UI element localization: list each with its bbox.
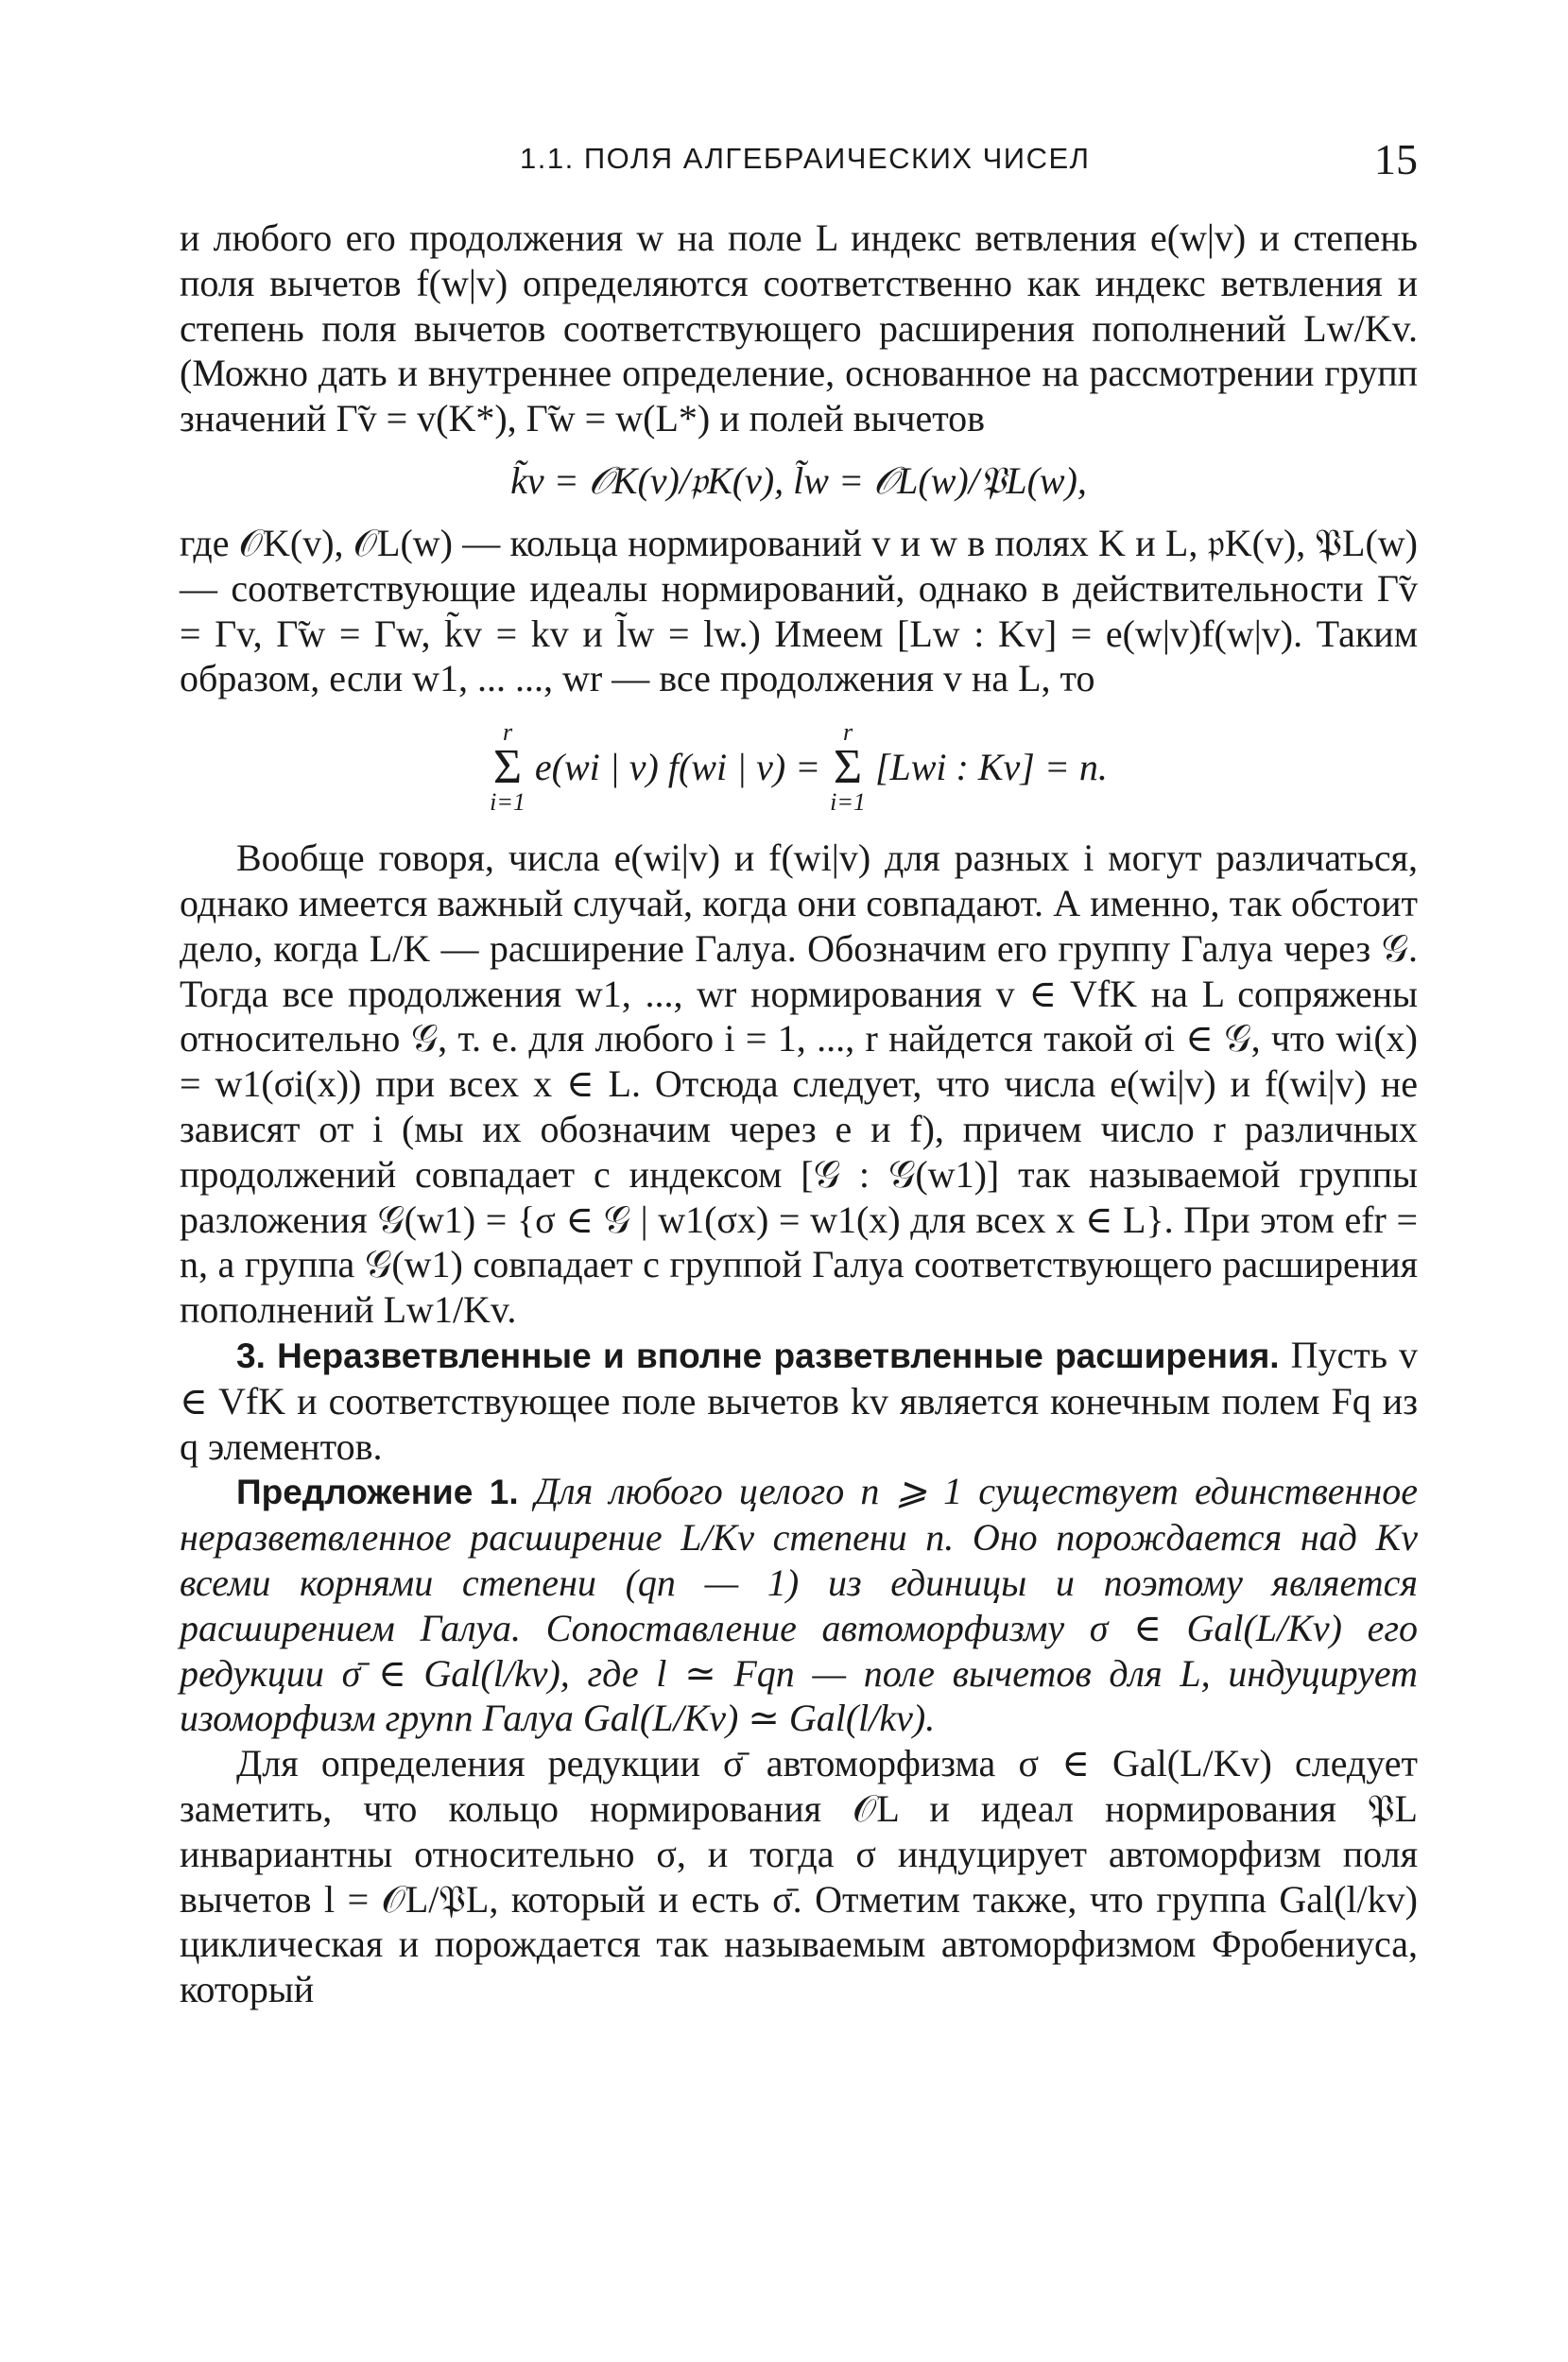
sum-row: [180, 720, 1418, 815]
paragraph-ramification: и любого его продолжения w на поле L индекс ветвления e(w|v) и степень поля вычетов f(w|v) определяются соответственно как индекс ветвления и степень поля вычетов соответствующего расширения пополнений Lw/Kv. (Можно дать и внутреннее определение, основанное на рассмотрении групп значений Γ̃v = v(K*), Γ̃w = w(L*) и полей вычетов: [180, 216, 1418, 440]
proposition-label: Предложение 1.: [236, 1473, 519, 1512]
sum-right-term: [Lwi : Kv] = n.: [874, 746, 1108, 789]
sum-left-term: e(wi | v) f(wi | v) =: [534, 746, 821, 789]
sigma-glyph: Σ: [492, 740, 523, 795]
sum-lower-limit: i=1: [830, 788, 866, 817]
proposition-1: [180, 1469, 1418, 1741]
formula-degree-sum: [180, 720, 1418, 815]
paragraph-valuation-rings: где 𝒪K(v), 𝒪L(w) — кольца нормирований v и w в полях K и L, 𝔭K(v), 𝔓L(w) — соответствующие идеалы нормирований, однако в действительности Γ̃v = Γv, Γ̃w = Γw, k̃v = kv и l̃w = lw.) Имеем [Lw : Kv] = e(w|v)f(w|v). Таким образом, если w1, ... ..., wr — все продолжения v на L, то: [180, 521, 1418, 700]
paragraph-reduction: Для определения редукции σ̄ автоморфизма σ ∈ Gal(L/Kv) следует заметить, что кольцо нормирования 𝒪L и идеал нормирования 𝔓L инвариантны относительно σ, и тогда σ индуцирует автоморфизм поля вычетов l = 𝒪L/𝔓L, который и есть σ̄. Отметим также, что группа Gal(l/kv) циклическая и порождается так называемым автоморфизмом Фробениуса, который: [180, 1742, 1418, 2011]
sum-symbol-left: [490, 720, 526, 815]
sigma-glyph: Σ: [833, 740, 863, 795]
formula-residue-fields: k̃v = 𝒪K(v)/𝔭K(v), l̃w = 𝒪L(w)/𝔓L(w),: [510, 458, 1087, 502]
section-3: [180, 1333, 1418, 1469]
proposition-text: Для любого целого n ⩾ 1 существует единственное неразветвленное расширение L/Kv степени n. Оно порождается над Kv всеми корнями степени (qn — 1) из единицы и поэтому является расширением Галуа. Сопоставление автоморфизму σ ∈ Gal(L/Kv) его редукции σ̄ ∈ Gal(l/kv), где l ≃ Fqn — поле вычетов для L, индуцирует изоморфизм групп Галуа Gal(L/Kv) ≃ Gal(l/kv).: [180, 1470, 1418, 1740]
section-text: Пусть v ∈ VfK и соответствующее поле вычетов kv является конечным полем Fq из q элементов.: [180, 1333, 1418, 1468]
sum-symbol-right: [830, 720, 866, 815]
running-title: 1.1. ПОЛЯ АЛГЕБРАИЧЕСКИХ ЧИСЕЛ: [520, 142, 1091, 175]
page-body: [180, 216, 1418, 2012]
section-heading: 3. Неразветвленные и вполне разветвленные расширения.: [236, 1336, 1280, 1375]
page-number: 15: [1374, 135, 1418, 183]
sum-upper-limit: r: [502, 718, 513, 747]
sum-lower-limit: i=1: [490, 788, 526, 817]
paragraph-galois-case: Вообще говоря, числа e(wi|v) и f(wi|v) для разных i могут различаться, однако имеется важный случай, когда они совпадают. А именно, так обстоит дело, когда L/K — расширение Галуа. Обозначим его группу Галуа через 𝒢. Тогда все продолжения w1, ..., wr нормирования v ∈ VfK на L сопряжены относительно 𝒢, т. е. для любого i = 1, ..., r найдется такой σi ∈ 𝒢, что wi(x) = w1(σi(x)) при всех x ∈ L. Отсюда следует, что числа e(wi|v) и f(wi|v) не зависят от i (мы их обозначим через e и f), причем число r различных продолжений совпадает с индексом [𝒢 : 𝒢(w1)] так называемой группы разложения 𝒢(w1) = {σ ∈ 𝒢 | w1(σx) = w1(x) для всех x ∈ L}. При этом efr = n, а группа 𝒢(w1) совпадает с группой Галуа соответствующего расширения пополнений Lw1/Kv.: [180, 836, 1418, 1332]
sum-upper-limit: r: [842, 718, 853, 747]
page-header: [180, 134, 1418, 191]
